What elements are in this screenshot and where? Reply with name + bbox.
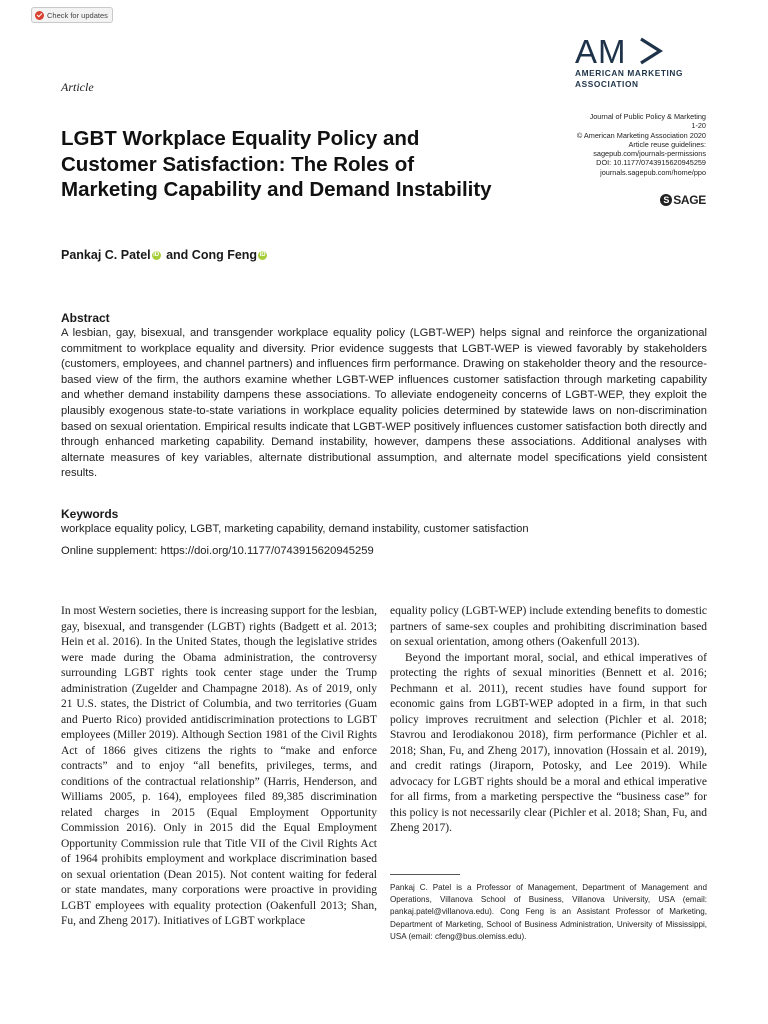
title-line-2: Customer Satisfaction: The Roles of [61, 152, 415, 176]
author-list [61, 248, 269, 262]
reuse-guidelines-label: Article reuse guidelines: [628, 139, 706, 149]
footnote-divider [390, 874, 460, 875]
keywords-heading: Keywords [61, 507, 119, 521]
body-paragraph: equality policy (LGBT-WEP) include extending benefits to domestic partners of same-sex couples and prohibiting discrimination based on sexual orientation, among others (Oakenfull 2013). [390, 605, 707, 648]
sage-logo-icon: S [660, 194, 672, 206]
ama-mark-text: AM [575, 36, 627, 66]
article-type-label: Article [61, 80, 94, 94]
ama-logo-mark-icon [575, 36, 665, 66]
title-line-1: LGBT Workplace Equality Policy and [61, 127, 420, 150]
author-connector: and [162, 248, 192, 262]
check-for-updates-badge[interactable] [31, 7, 113, 23]
abstract-heading: Abstract [61, 311, 110, 325]
title-line-3: Marketing Capability and Demand Instability [61, 178, 492, 201]
online-supplement-link[interactable]: Online supplement: https://doi.org/10.1177/0743915620945259 [61, 545, 374, 557]
keywords-text: workplace equality policy, LGBT, marketing capability, demand instability, customer satisfaction [61, 523, 529, 535]
author-1-name: Pankaj C. Patel [61, 248, 151, 262]
check-updates-icon [35, 11, 44, 20]
body-paragraph: In most Western societies, there is increasing support for the lesbian, gay, bisexual, and transgender (LGBT) rights (Badgett et al. 2013; Hein et al. 2016). In the United States, though the legislative strides were made during the Obama administration, the controversy surrounding LGBT rights took center stage under the Trump administration (Zugelder and Champagne 2018). As of 2019, only 21 U.S. states, the District of Columbia, and two territories (Guam and Puerto Rico) provided antidiscrimination protections to LGBT employees (Miller 2019). Although Section 1981 of the Civil Rights Act of 1866 gives citizens the rights to “make and enforce contracts” and to enjoy “all benefits, privileges, terms, and conditions of the contractual relationship” (Harris, Henderson, and Williams 2005, p. 164), employees filed 89,385 discrimination related charges in 2015 (Equal Employment Opportunity Commission 2016). Only in 2015 did the Equal Employment Opportunity Commission rule that Title VII of the Civil Rights Act of 1964 prohibits employment and workplace discrimination based on sexual orientation (Dean 2015). Not content waiting for federal or state mandates, many corporations were proactive in providing LGBT employees with equality protection (Oakenfull 2013; Shan, Fu, and Zheng 2017). Initiatives of LGBT workplace [61, 605, 377, 927]
journal-pages: 1-20 [691, 121, 706, 131]
article-title [61, 126, 541, 203]
sage-logo [660, 193, 706, 207]
ama-name-line1: AMERICAN MARKETING [575, 68, 684, 78]
journal-home-link[interactable]: journals.sagepub.com/home/ppo [600, 167, 706, 177]
journal-copyright: © American Marketing Association 2020 [576, 130, 706, 140]
abstract-text: A lesbian, gay, bisexual, and transgender workplace equality policy (LGBT-WEP) helps signal and reinforce the organizational commitment to workplace equality and diversity. Prior evidence suggests that LGBT-WEP is viewed favorably by stakeholders (customers, employees, and channel partners) and influences firm performance. Drawing on stakeholder theory and the resource-based view of the firm, the authors examine whether LGBT-WEP influences customer satisfaction through marketing capability and whether demand instability dampens these associations. To alleviate endogeneity concerns of LGBT-WEP, they exploit the plausibly exogenous state-to-state variations in workplace equality policies determined by statewide laws on non-discrimination based on sexual orientation. Empirical results indicate that LGBT-WEP positively influences customer satisfaction both directly and through enhanced marketing capability. Demand instability, however, dampens these associations. Additional analyses with alternate measures of key variables, alternate distributional assumption, and alternate model specifications yield consistent results. [61, 327, 707, 480]
doi-text[interactable]: DOI: 10.1177/0743915620945259 [596, 158, 706, 168]
journal-info [577, 112, 706, 177]
journal-name: Journal of Public Policy & Marketing [589, 112, 706, 121]
permissions-link[interactable]: sagepub.com/journals-permissions [593, 149, 706, 159]
ama-logo [575, 36, 709, 90]
body-column-left [61, 604, 377, 930]
sage-label: SAGE [673, 193, 706, 207]
ama-name-line2: ASSOCIATION [575, 79, 639, 89]
check-for-updates-label: Check for updates [47, 10, 108, 20]
orcid-icon[interactable]: iD [153, 251, 160, 258]
orcid-icon[interactable]: iD [259, 251, 266, 258]
body-column-right [390, 604, 707, 837]
author-2-name: Cong Feng [191, 248, 258, 262]
author-affiliation-footnote: Pankaj C. Patel is a Professor of Management, Department of Management and Operations, Villanova School of Business, Villanova University, USA (email: pankaj.patel@villanova.edu). Cong Feng is an Assistant Professor of Marketing, Department of Marketing, School of Business Administration, University of Mississippi, USA (email: cfeng@bus.olemiss.edu). [390, 883, 707, 941]
body-paragraph: Beyond the important moral, social, and ethical imperatives of protecting the rights of sexual minorities (Bennett et al. 2016; Pechmann et al. 2011), recent studies have found support for economic gains from LGBT-WEP adopted in a firm, in that such policy improves recruitment and selection (Pichler et al. 2018; Stavrou and Ierodiakonou 2018), firm performance (Pichler et al. 2018; Shan, Fu, and Zheng 2017), innovation (Hossain et al. 2019), and credit ratings (Jiraporn, Potosky, and Lee 2019). While advocacy for LGBT rights should be a moral and ethical imperative for all firms, from a marketing perspective the “business case” for this policy is not necessarily clear (Pichler et al. 2018; Shan, Fu, and Zheng 2017). [390, 651, 707, 834]
